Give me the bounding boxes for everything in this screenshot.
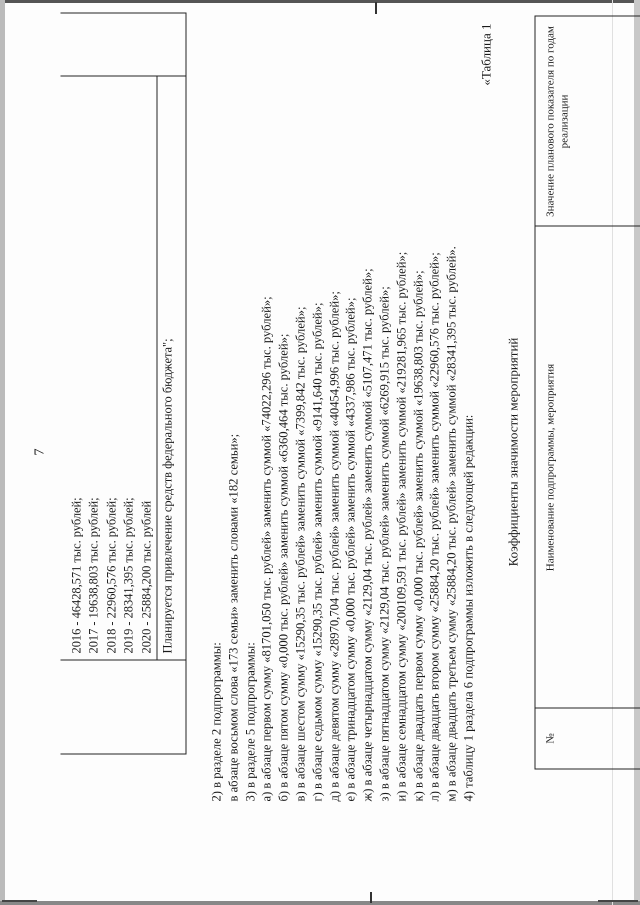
paragraph: б) в абзаце пятом сумму «0,000 тыс. рублей» заменить суммой «6360,464 тыс. рублей»; (276, 333, 291, 802)
paragraph: в) в абзаце шестом сумму «15290,35 тыс. рублей» заменить суммой «7399,842 тыс. рублей»; (293, 306, 308, 802)
header-label: № (544, 733, 557, 744)
year-funding-item: 2019 - 28341,395 тыс. рублей; (121, 497, 136, 654)
year-funding-item: 2020 - 25884,200 тыс. рублей (139, 500, 154, 654)
paragraph: 2) в разделе 2 подпрограммы: (209, 642, 224, 802)
paragraph: л) в абзаце двадцать втором сумму «25884,20 тыс. рублей» заменить суммой «22960,576 тыс. рублей»; (427, 252, 442, 802)
paragraph: а) в абзаце первом сумму «81701,050 тыс. рублей» заменить суммой «74022,296 тыс. рублей»; (259, 296, 274, 802)
table-divider (157, 77, 158, 661)
paragraph: м) в абзаце двадцать третьем сумму «25884,20 тыс. рублей» заменить суммой «28341,395 тыс. рублей». (444, 246, 459, 802)
header-cell-name (536, 226, 640, 709)
table-divider (61, 76, 186, 77)
table-divider (61, 660, 186, 661)
paragraph: д) в абзаце девятом сумму «28970,704 тыс. рублей» заменить суммой «40454,996 тыс. рублей»; (327, 291, 342, 802)
year-funding-list (69, 497, 156, 653)
paragraph: г) в абзаце седьмом сумму «15290,35 тыс. рублей» заменить суммой «9141,640 тыс. рублей»; (310, 302, 325, 802)
funding-table (61, 13, 187, 755)
table-title: Коэффициенты значимости мероприятий (505, 337, 521, 567)
header-label: Наименование подпрограммы, мероприятия (544, 363, 557, 572)
header-label: Значение планового показателя по годам реализации (544, 26, 571, 217)
amendment-paragraphs (209, 22, 478, 802)
paragraph: в абзаце восьмом слова «173 семьи» заменить словами «182 семьи»; (226, 433, 241, 802)
funding-note: Планируется привлечение средств федерального бюджета"; (160, 338, 175, 654)
page-number: 7 (32, 448, 48, 456)
paragraph: и) в абзаце семнадцатом сумму «200109,591 тыс. рублей» заменить суммой «219281,965 тыс. рублей»; (394, 251, 409, 802)
coefficients-table (535, 16, 640, 770)
year-funding-item: 2017 - 19638,803 тыс. рублей; (86, 497, 101, 654)
year-funding-item: 2018 - 22960,576 тыс. рублей; (104, 497, 119, 654)
paragraph: е) в абзаце тринадцатом сумму «0,000 тыс. рублей» заменить суммой «4337,986 тыс. рублей»; (343, 297, 358, 802)
paragraph: з) в абзаце пятнадцатом сумму «2129,04 тыс. рублей» заменить суммой «6269,915 тыс. рублей»; (377, 286, 392, 802)
header-cell-number (536, 708, 640, 769)
paragraph: 3) в разделе 5 подпрограммы: (243, 642, 258, 802)
header-cell-value (536, 17, 640, 227)
paragraph: к) в абзаце двадцать первом сумму «0,000 тыс. рублей» заменить суммой «19638,803 тыс. рублей»; (411, 270, 426, 802)
document-page (1, 0, 640, 905)
paragraph: ж) в абзаце четырнадцатом сумму «2129,04 тыс. рублей» заменить суммой «5107,471 тыс. рублей»; (360, 268, 375, 802)
paragraph: 4) таблицу 1 раздела 6 подпрограммы изложить в следующей редакции: (461, 414, 476, 802)
table-caption: «Таблица 1 (478, 23, 494, 86)
year-funding-item: 2016 - 46428,571 тыс. рублей; (69, 497, 84, 654)
